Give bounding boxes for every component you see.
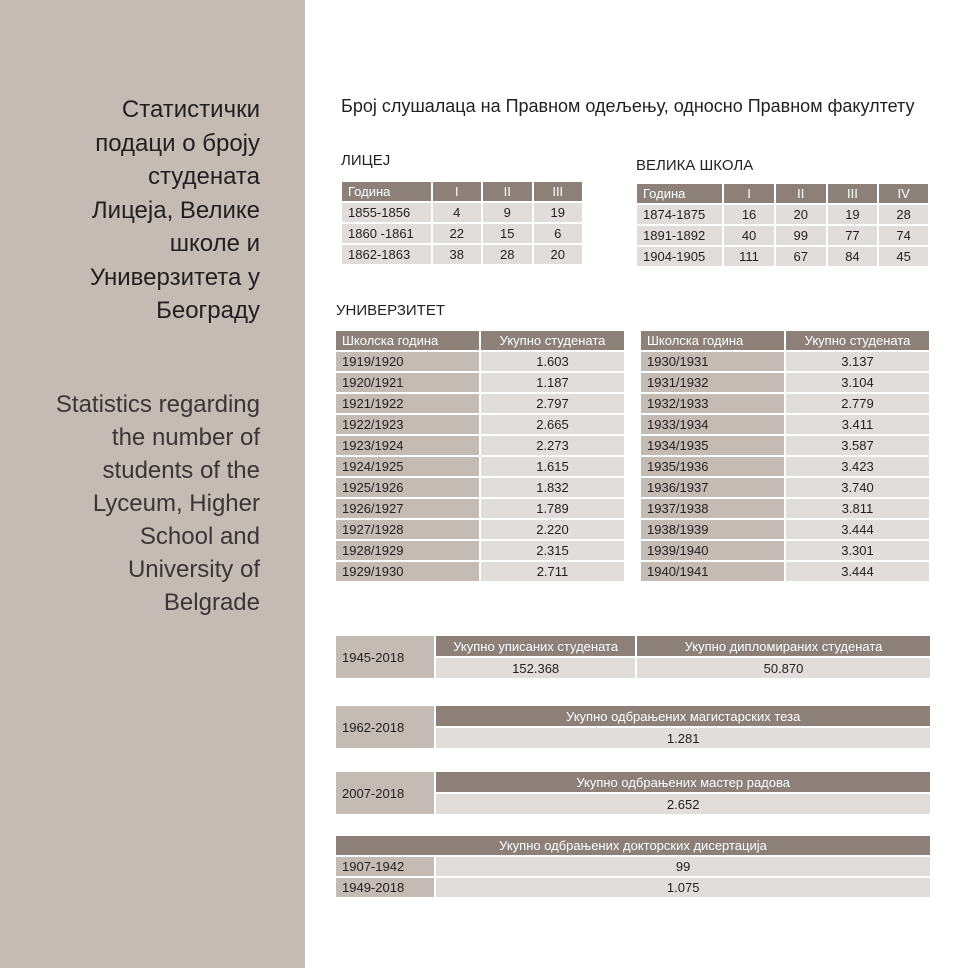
col-header: Укупно одбрањених докторских дисертација bbox=[336, 836, 930, 855]
cell: 3.444 bbox=[786, 520, 929, 539]
title-en-line: University of bbox=[127, 556, 260, 583]
cell: 152.368 bbox=[436, 658, 635, 678]
table-row bbox=[336, 352, 624, 371]
table-row bbox=[641, 562, 929, 581]
cell: 1860 -1861 bbox=[342, 224, 431, 243]
cell: 1907-1942 bbox=[336, 857, 434, 876]
table-header-row bbox=[336, 836, 930, 855]
cell: 1929/1930 bbox=[336, 562, 479, 581]
sidebar bbox=[0, 0, 305, 968]
cell: 1.615 bbox=[481, 457, 624, 476]
university-label: УНИВЕРЗИТЕТ bbox=[336, 302, 445, 319]
title-sr-line: Београду bbox=[156, 297, 260, 324]
title-en-line: the number of bbox=[111, 424, 260, 451]
cell: 1.075 bbox=[436, 878, 930, 897]
cell: 1919/1920 bbox=[336, 352, 479, 371]
col-header: Укупно дипломираних студената bbox=[637, 636, 930, 656]
cell: 1940/1941 bbox=[641, 562, 784, 581]
table-row bbox=[336, 706, 930, 726]
cell: 3.811 bbox=[786, 499, 929, 518]
title-sr-line: студената bbox=[148, 163, 260, 190]
cell: 1.281 bbox=[436, 728, 930, 748]
cell: 1.789 bbox=[481, 499, 624, 518]
cell: 50.870 bbox=[637, 658, 930, 678]
cell: 28 bbox=[879, 205, 928, 224]
cell: 1934/1935 bbox=[641, 436, 784, 455]
cell: 1949-2018 bbox=[336, 878, 434, 897]
university-table-right bbox=[639, 329, 931, 583]
table-row bbox=[336, 878, 930, 897]
cell: 1904-1905 bbox=[637, 247, 722, 266]
lyceum-table bbox=[340, 180, 584, 266]
cell: 28 bbox=[483, 245, 531, 264]
col-header: II bbox=[483, 182, 531, 201]
table-row bbox=[641, 415, 929, 434]
cell: 1930/1931 bbox=[641, 352, 784, 371]
table-row bbox=[336, 394, 624, 413]
period-cell: 2007-2018 bbox=[336, 772, 434, 814]
cell: 4 bbox=[433, 203, 481, 222]
table-row bbox=[336, 636, 930, 656]
cell: 67 bbox=[776, 247, 826, 266]
col-header: Школска година bbox=[641, 331, 784, 350]
higher-school-table bbox=[635, 182, 930, 268]
cell: 1933/1934 bbox=[641, 415, 784, 434]
doctoral-table bbox=[334, 834, 932, 899]
table-row bbox=[342, 203, 582, 222]
higher-school-label: ВЕЛИКА ШКОЛА bbox=[636, 157, 754, 174]
cell: 84 bbox=[828, 247, 878, 266]
cell: 3.423 bbox=[786, 457, 929, 476]
table-header-row bbox=[342, 182, 582, 201]
cell: 20 bbox=[534, 245, 583, 264]
cell: 1874-1875 bbox=[637, 205, 722, 224]
title-sr-line: подаци о броју bbox=[95, 129, 260, 157]
cell: 3.137 bbox=[786, 352, 929, 371]
cell: 1.603 bbox=[481, 352, 624, 371]
col-header: Школска година bbox=[336, 331, 479, 350]
table-row bbox=[342, 245, 582, 264]
cell: 1862-1863 bbox=[342, 245, 431, 264]
col-header: I bbox=[433, 182, 481, 201]
title-en-line: Belgrade bbox=[163, 589, 260, 616]
cell: 6 bbox=[534, 224, 583, 243]
cell: 1926/1927 bbox=[336, 499, 479, 518]
title-en-line: Statistics regarding bbox=[55, 391, 260, 418]
col-header: Укупно студената bbox=[481, 331, 624, 350]
cell: 1937/1938 bbox=[641, 499, 784, 518]
col-header: Укупно одбрањених мастер радова bbox=[436, 772, 930, 792]
cell: 3.587 bbox=[786, 436, 929, 455]
table-row bbox=[637, 247, 928, 266]
cell: 74 bbox=[879, 226, 928, 245]
cell: 1921/1922 bbox=[336, 394, 479, 413]
cell: 2.711 bbox=[481, 562, 624, 581]
col-header: III bbox=[828, 184, 878, 203]
cell: 1928/1929 bbox=[336, 541, 479, 560]
table-row bbox=[641, 394, 929, 413]
cell: 2.652 bbox=[436, 794, 930, 814]
table-row bbox=[336, 520, 624, 539]
cell: 1.832 bbox=[481, 478, 624, 497]
page-title: Број слушалаца на Правном одељењу, односно Правном факултету bbox=[341, 96, 915, 116]
table-row bbox=[336, 541, 624, 560]
cell: 1932/1933 bbox=[641, 394, 784, 413]
table-row bbox=[637, 226, 928, 245]
cell: 2.273 bbox=[481, 436, 624, 455]
title-en-line: students of the bbox=[102, 457, 260, 484]
cell: 19 bbox=[828, 205, 878, 224]
cell: 1935/1936 bbox=[641, 457, 784, 476]
table-row bbox=[641, 352, 929, 371]
table-row bbox=[336, 436, 624, 455]
table-row bbox=[336, 499, 624, 518]
col-header: III bbox=[534, 182, 583, 201]
table-row bbox=[336, 415, 624, 434]
table-row bbox=[336, 562, 624, 581]
cell: 2.315 bbox=[481, 541, 624, 560]
cell: 2.779 bbox=[786, 394, 929, 413]
table-header-row bbox=[336, 331, 624, 350]
cell: 1924/1925 bbox=[336, 457, 479, 476]
title-sr-line: Лицеја, Велике bbox=[91, 196, 260, 224]
table-row bbox=[641, 478, 929, 497]
col-header: IV bbox=[879, 184, 928, 203]
cell: 3.411 bbox=[786, 415, 929, 434]
col-header: Укупно уписаних студената bbox=[436, 636, 635, 656]
table-row bbox=[342, 224, 582, 243]
table-row bbox=[637, 205, 928, 224]
cell: 1925/1926 bbox=[336, 478, 479, 497]
table-header-row bbox=[637, 184, 928, 203]
cell: 1923/1924 bbox=[336, 436, 479, 455]
master-table bbox=[334, 770, 932, 816]
period-cell: 1962-2018 bbox=[336, 706, 434, 748]
university-table-left bbox=[334, 329, 626, 583]
cell: 22 bbox=[433, 224, 481, 243]
enrolled-graduated-table bbox=[334, 634, 932, 680]
col-header: Укупно студената bbox=[786, 331, 929, 350]
cell: 3.301 bbox=[786, 541, 929, 560]
title-en-line: Lyceum, Higher bbox=[92, 490, 260, 517]
cell: 1891-1892 bbox=[637, 226, 722, 245]
lyceum-label: ЛИЦЕЈ bbox=[341, 152, 391, 169]
col-header: Година bbox=[342, 182, 431, 201]
cell: 111 bbox=[724, 247, 774, 266]
title-sr-line: Статистички bbox=[121, 96, 260, 123]
cell: 1938/1939 bbox=[641, 520, 784, 539]
cell: 3.444 bbox=[786, 562, 929, 581]
cell: 99 bbox=[776, 226, 826, 245]
cell: 20 bbox=[776, 205, 826, 224]
table-header-row bbox=[641, 331, 929, 350]
cell: 1931/1932 bbox=[641, 373, 784, 392]
cell: 2.665 bbox=[481, 415, 624, 434]
cell: 1.187 bbox=[481, 373, 624, 392]
cell: 15 bbox=[483, 224, 531, 243]
col-header: II bbox=[776, 184, 826, 203]
title-english bbox=[0, 388, 260, 619]
cell: 40 bbox=[724, 226, 774, 245]
table-row bbox=[336, 373, 624, 392]
period-cell: 1945-2018 bbox=[336, 636, 434, 678]
table-row bbox=[641, 541, 929, 560]
cell: 1922/1923 bbox=[336, 415, 479, 434]
title-serbian bbox=[0, 93, 260, 328]
cell: 3.740 bbox=[786, 478, 929, 497]
cell: 9 bbox=[483, 203, 531, 222]
table-row bbox=[336, 772, 930, 792]
col-header: I bbox=[724, 184, 774, 203]
table-row bbox=[641, 520, 929, 539]
title-sr-line: школе и bbox=[169, 230, 260, 257]
magister-table bbox=[334, 704, 932, 750]
table-row bbox=[336, 457, 624, 476]
cell: 1936/1937 bbox=[641, 478, 784, 497]
table-row bbox=[641, 436, 929, 455]
cell: 1939/1940 bbox=[641, 541, 784, 560]
cell: 99 bbox=[436, 857, 930, 876]
cell: 77 bbox=[828, 226, 878, 245]
col-header: Година bbox=[637, 184, 722, 203]
cell: 45 bbox=[879, 247, 928, 266]
cell: 2.797 bbox=[481, 394, 624, 413]
title-en-line: School and bbox=[139, 523, 260, 550]
cell: 1855-1856 bbox=[342, 203, 431, 222]
cell: 1927/1928 bbox=[336, 520, 479, 539]
col-header: Укупно одбрањених магистарских теза bbox=[436, 706, 930, 726]
table-row bbox=[641, 457, 929, 476]
cell: 16 bbox=[724, 205, 774, 224]
cell: 2.220 bbox=[481, 520, 624, 539]
title-sr-line: Универзитета у bbox=[89, 263, 260, 291]
cell: 3.104 bbox=[786, 373, 929, 392]
cell: 38 bbox=[433, 245, 481, 264]
table-row bbox=[336, 478, 624, 497]
table-row bbox=[641, 499, 929, 518]
table-row bbox=[336, 857, 930, 876]
cell: 1920/1921 bbox=[336, 373, 479, 392]
table-row bbox=[641, 373, 929, 392]
cell: 19 bbox=[534, 203, 583, 222]
